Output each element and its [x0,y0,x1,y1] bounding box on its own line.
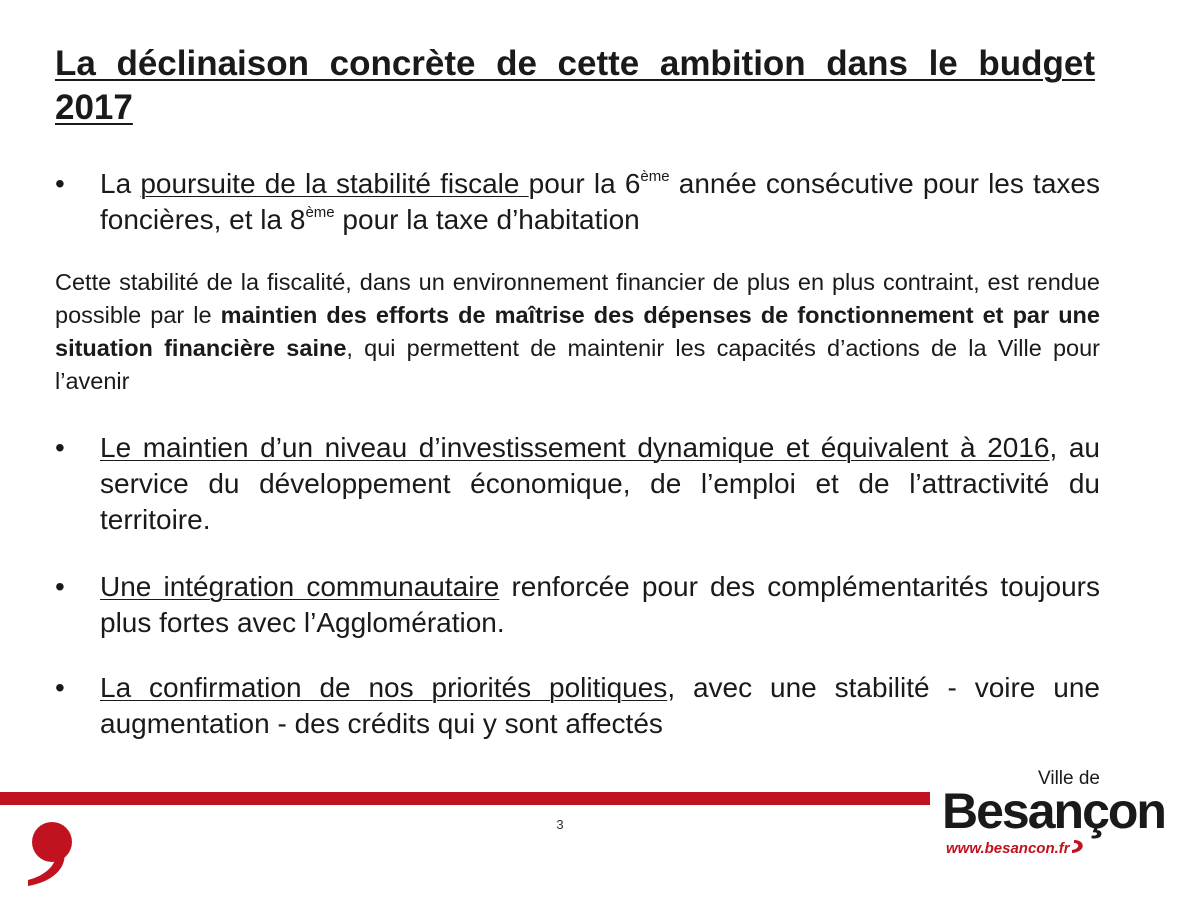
bullet-text-post: renforcée pour des complémentarités toujours plus fortes avec l’Agglomération. [100,571,1100,638]
bullet-fiscal-stability [55,166,1100,238]
logo-city-name: Besançon [942,783,1165,839]
footer-red-bar [0,792,930,805]
explanation-paragraph [55,266,1100,398]
bullet-marker: • [55,168,65,199]
bullet-text [100,430,1100,538]
paragraph-text-1: Cette stabilité de la fiscalité, dans un environnement financier de plus en plus contraint, est rendue possible par le [55,269,1100,328]
bullet-investment [55,430,1100,538]
cedilla-icon [1070,840,1088,854]
comma-icon [22,820,82,895]
paragraph-bold: maintien des efforts de maîtrise des dépenses de fonctionnement et par une situation financière saine [55,302,1100,361]
page-number: 3 [556,817,564,832]
bullet-text-post: , au service du développement économique, de l’emploi et de l’attractivité du territoire. [100,432,1101,535]
bullet-text [100,670,1100,742]
bullet-text [100,569,1100,641]
bullet-text-pre: La [100,168,141,199]
bullet-marker: • [55,571,65,602]
bullet-priorities [55,670,1100,742]
bullet-integration [55,569,1100,641]
ordinal-superscript: ème [305,204,335,221]
logo-url: www.besancon.fr [946,840,1070,857]
bullet-marker: • [55,672,65,703]
bullet-text [100,166,1100,238]
bullet-text-mid1: pour la 6 [528,168,641,199]
bullet-text-mid2: année consécutive pour les taxes foncières, et la 8 [100,168,1100,235]
bullet-text-underlined: La confirmation de nos priorités politiques [100,672,668,703]
ordinal-superscript: ème [640,168,670,185]
bullet-text-underlined: poursuite de la stabilité fiscale [140,168,529,199]
bullet-text-post: pour la taxe d’habitation [334,204,640,235]
slide-title: La déclinaison concrète de cette ambition dans le budget 2017 [55,44,1095,127]
bullet-text-post: , avec une stabilité - voire une augmentation - des crédits qui y sont affectés [100,672,1100,739]
paragraph-text-2: , qui permettent de maintenir les capacités d’actions de la Ville pour l’avenir [55,335,1100,394]
bullet-text-underlined: Le maintien d’un niveau d’investissement dynamique et équivalent à 2016 [100,432,1050,463]
logo-ville-text: Ville de [1038,768,1100,789]
besancon-logo [940,768,1165,878]
bullet-text-underlined: Une intégration communautaire [100,571,500,602]
bullet-marker: • [55,432,65,463]
